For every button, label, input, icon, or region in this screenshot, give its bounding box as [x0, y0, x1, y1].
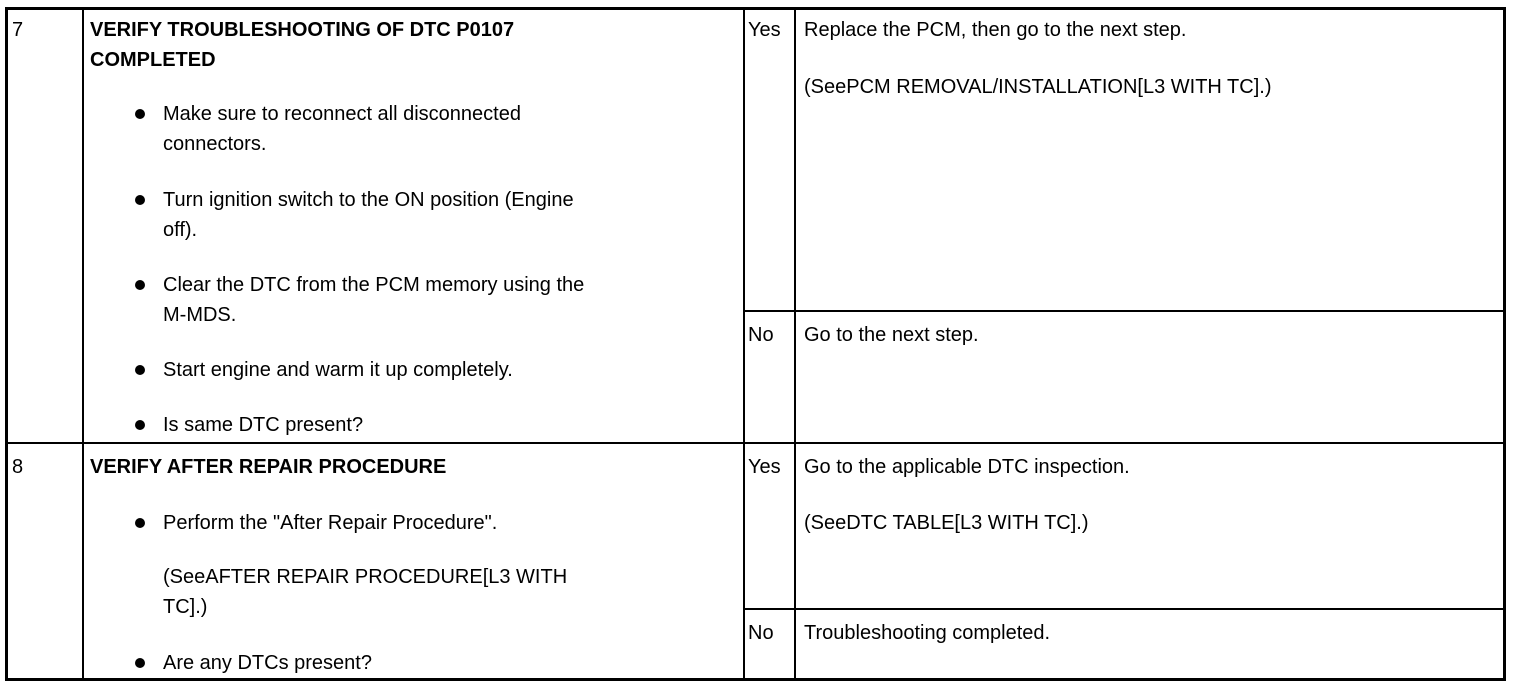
yes-label: Yes: [748, 19, 781, 41]
bullet-icon: [135, 195, 145, 205]
yes-label: Yes: [748, 456, 781, 478]
bullet-icon: [135, 109, 145, 119]
step-number: 8: [12, 456, 24, 478]
step-title: VERIFY TROUBLESHOOTING OF DTC P0107: [90, 19, 515, 41]
list-item: connectors.: [163, 133, 267, 155]
list-item: Start engine and warm it up completely.: [163, 359, 513, 381]
reference-link[interactable]: TC].): [163, 596, 208, 618]
yes-reference-link[interactable]: (SeeDTC TABLE[L3 WITH TC].): [804, 512, 1089, 534]
list-item: Perform the "After Repair Procedure".: [163, 512, 498, 534]
bullet-icon: [135, 518, 145, 528]
yes-action: Replace the PCM, then go to the next step.: [804, 19, 1187, 41]
list-item: M-MDS.: [163, 304, 237, 326]
list-item: Make sure to reconnect all disconnected: [163, 103, 521, 125]
list-item: off).: [163, 219, 198, 241]
no-label: No: [748, 622, 774, 644]
no-action: Go to the next step.: [804, 324, 979, 346]
bullet-icon: [135, 365, 145, 375]
troubleshooting-table: [5, 7, 1506, 681]
bullet-icon: [135, 420, 145, 430]
column-divider: [794, 10, 796, 678]
bullet-icon: [135, 658, 145, 668]
list-item: Turn ignition switch to the ON position (Engine: [163, 189, 574, 211]
list-item: Is same DTC present?: [163, 414, 364, 436]
list-item: Are any DTCs present?: [163, 652, 372, 674]
row-divider: [743, 608, 1503, 610]
column-divider: [82, 10, 84, 678]
no-label: No: [748, 324, 774, 346]
yes-action: Go to the applicable DTC inspection.: [804, 456, 1130, 478]
step-title: VERIFY AFTER REPAIR PROCEDURE: [90, 456, 447, 478]
no-action: Troubleshooting completed.: [804, 622, 1051, 644]
bullet-icon: [135, 280, 145, 290]
step-title: COMPLETED: [90, 49, 216, 71]
column-divider: [743, 10, 745, 678]
reference-link[interactable]: (SeeAFTER REPAIR PROCEDURE[L3 WITH: [163, 566, 568, 588]
yes-reference-link[interactable]: (SeePCM REMOVAL/INSTALLATION[L3 WITH TC].): [804, 76, 1272, 98]
row-divider: [8, 442, 1503, 444]
row-divider: [743, 310, 1503, 312]
list-item: Clear the DTC from the PCM memory using the: [163, 274, 585, 296]
step-number: 7: [12, 19, 24, 41]
